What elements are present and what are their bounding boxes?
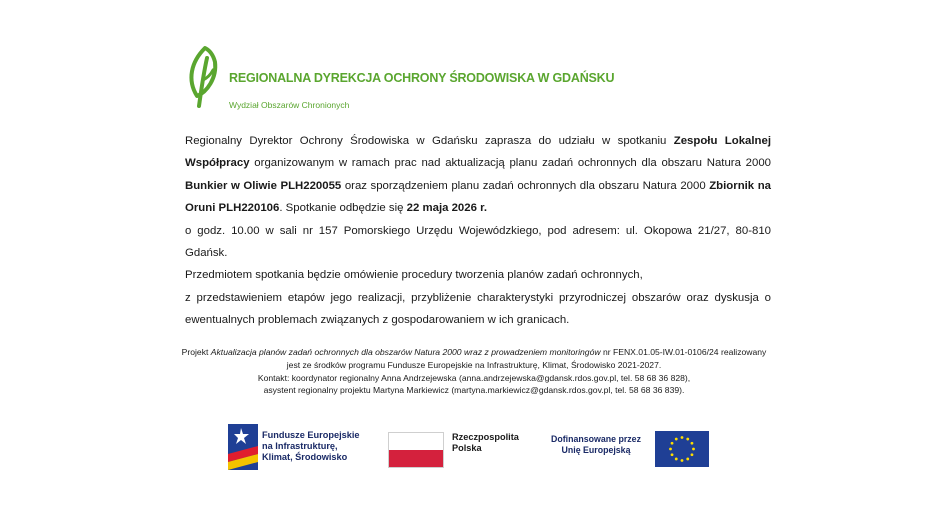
eu-star-icon	[692, 448, 695, 451]
team-name: Zespołu Lokalnej Współpracy	[185, 135, 771, 170]
contact-assistant: asystent regionalny projektu Martyna Markiewicz (martyna.markiewicz@gdansk.rdos.gov.pl, tel. 58 68 36 839).	[263, 385, 685, 396]
header	[185, 44, 745, 114]
fe-label: Fundusze Europejskie na Infrastrukturę, Klimat, Środowisko	[262, 430, 360, 462]
project-title: Aktualizacja planów zadań ochronnych dla obszarów Natura 2000 wraz z prowadzeniem monitoringów	[210, 347, 601, 357]
paragraph-meeting: Regionalny Dyrektor Ochrony Środowiska w Gdańsku zaprasza do udziału w spotkaniu Zespołu Lokalnej Współpracy organizowanym w ramach prac nad aktualizacją planu zadań ochronnych dla obszaru Natura 2000 Bunkier w Oliwie PLH220055 oraz sporządzeniem planu zadań ochronnych dla obszaru Natura 2000 Zbiornik na Oruni PLH220106. Spotkanie odbędzie się 22 maja 2026 r.	[185, 135, 771, 215]
eu-star-icon	[671, 453, 674, 456]
poland-logo	[388, 424, 528, 470]
eu-flag-icon	[655, 431, 709, 467]
fe-emblem-icon	[228, 424, 258, 470]
site-zbiornik: Zbiornik na Oruni PLH220106	[185, 179, 771, 215]
eu-star-icon	[681, 459, 684, 462]
eu-star-icon	[691, 442, 694, 445]
eu-star-icon	[669, 448, 672, 451]
meeting-date: 22 maja 2026 r.	[406, 202, 488, 215]
paragraph-details: z przedstawieniem etapów jego realizacji, przybliżenie charakterystyki przyrodniczej obszarów oraz dyskusja o ewentualnych problemach związanych z gospodarowaniem w ich granicach.	[185, 291, 771, 327]
leaf-icon	[185, 44, 229, 110]
eu-star-icon	[691, 453, 694, 456]
eu-star-icon	[675, 438, 678, 441]
eu-star-icon	[671, 442, 674, 445]
eu-logo	[544, 424, 718, 470]
poland-flag-icon	[388, 432, 444, 468]
project-footnote: Projekt Aktualizacja planów zadań ochronnych dla obszarów Natura 2000 wraz z prowadzeniem monitoringów nr FENX.01.05-IW.01-0106/24 realizowany jest ze środków programu Fundusze Europejskie na Infrastrukturę, Klimat, Środowisko 2021-2027. Kontakt: koordynator regionalny Anna Andrzejewska (anna.andrzejewska@gdansk.rdos.gov.pl, tel. 58 68 36 828), asystent regionalny projektu Martyna Markiewicz (martyna.markiewicz@gdansk.rdos.gov.pl, tel. 58 68 36 839).	[181, 347, 767, 396]
eu-star-icon	[686, 438, 689, 441]
fe-logo	[228, 424, 388, 470]
paragraph-subject: Przedmiotem spotkania będzie omówienie procedury tworzenia planów zadań ochronnych,	[185, 269, 643, 282]
funding-logos	[228, 424, 718, 470]
organization-name: REGIONALNA DYREKCJA OCHRONY ŚRODOWISKA W GDAŃSKU	[229, 71, 615, 85]
department-name: Wydział Obszarów Chronionych	[229, 100, 350, 110]
site-bunkier: Bunkier w Oliwie PLH220055	[185, 179, 342, 192]
paragraph-location: o godz. 10.00 w sali nr 157 Pomorskiego Urzędu Wojewódzkiego, pod adresem: ul. Okopowa 21/27, 80-810 Gdańsk.	[185, 224, 771, 260]
eu-star-icon	[681, 436, 684, 439]
invitation-text	[185, 130, 771, 332]
eu-star-icon	[686, 458, 689, 461]
eu-label: Dofinansowane przez Unię Europejską	[551, 434, 641, 455]
poland-label: Rzeczpospolita Polska	[452, 432, 519, 453]
eu-star-icon	[675, 458, 678, 461]
contact-coordinator: Kontakt: koordynator regionalny Anna Andrzejewska (anna.andrzejewska@gdansk.rdos.gov.pl, tel. 58 68 36 828),	[257, 372, 691, 383]
